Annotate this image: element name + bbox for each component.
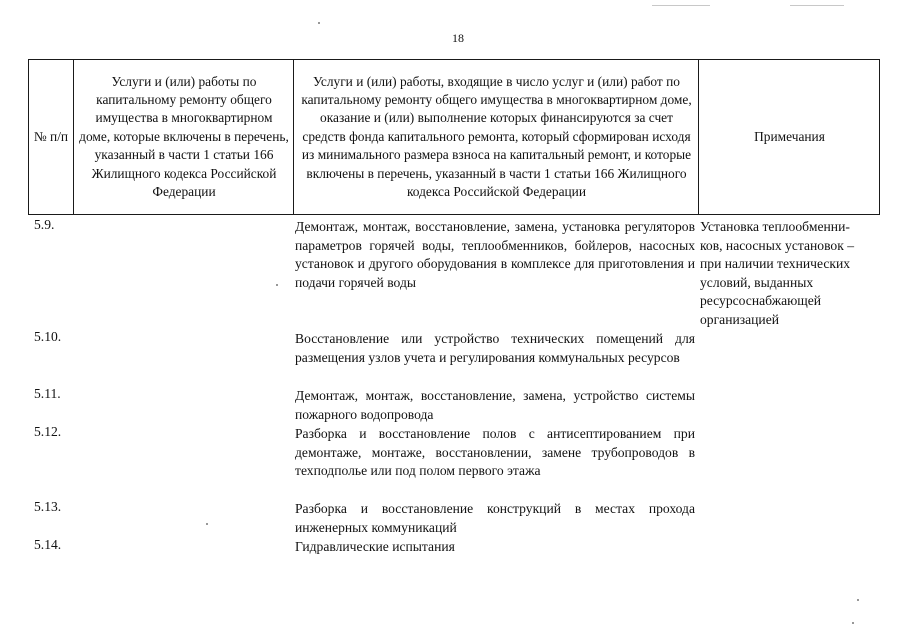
scan-speck xyxy=(318,22,320,24)
row-description: Разборка и восстановление полов с антисептированием при демонтаже, монтаже, восстановлении, замене трубопроводов в техподполье или под полом первого этажа xyxy=(295,426,695,479)
row-note: Установка теплообменни-ков, насосных установок – при наличии технических условий, выданных ресурсоснабжающей организацией xyxy=(700,219,855,327)
row-number: 5.10. xyxy=(34,329,62,344)
row-number: 5.9. xyxy=(34,217,55,232)
row-description: Разборка и восстановление конструкций в местах прохода инженерных коммуникаций xyxy=(295,501,695,535)
scan-artifact xyxy=(790,5,844,6)
column-divider xyxy=(293,60,294,214)
row-number: 5.11. xyxy=(34,386,61,401)
scan-speck xyxy=(276,284,278,286)
row-number: 5.13. xyxy=(34,499,62,514)
table-header xyxy=(28,59,880,215)
row-number: 5.12. xyxy=(34,424,62,439)
header-capital-repair-works-label: Услуги и (или) работы по капитальному ремонту общего имущества в многоквартирном доме, которые включены в перечень, указанный в части 1 статьи 166 Жилищного кодекса Российской Федерации xyxy=(79,73,289,200)
row-description: Демонтаж, монтаж, восстановление, замена, установка регуляторов параметров горячей воды, теплообменников, бойлеров, насосных установок и другого оборудования в комплексе для приготовления и подачи горячей воды xyxy=(295,219,695,290)
row-description: Восстановление или устройство технических помещений для размещения узлов учета и регулирования коммунальных ресурсов xyxy=(295,331,695,365)
header-funded-works xyxy=(295,60,698,214)
header-notes xyxy=(700,60,879,214)
header-number xyxy=(29,60,73,214)
column-divider xyxy=(698,60,699,214)
header-funded-works-label: Услуги и (или) работы, входящие в число услуг и (или) работ по капитальному ремонту общего имущества в многоквартирном доме, оказание и (или) выполнение которых финансируются за счет средств фонда капитального ремонта, который сформирован исходя из минимального размера взноса на капитальный ремонт, и которые включены в перечень, указанный в части 1 статьи 166 Жилищного кодекса Российской Федерации xyxy=(301,73,692,200)
row-description: Демонтаж, монтаж, восстановление, замена, устройство системы пожарного водопровода xyxy=(295,388,695,422)
row-number: 5.14. xyxy=(34,537,62,552)
column-divider xyxy=(73,60,74,214)
header-notes-label: Примечания xyxy=(754,128,825,144)
scan-speck xyxy=(852,622,854,624)
scan-speck xyxy=(857,599,859,601)
row-description: Гидравлические испытания xyxy=(295,539,455,554)
scan-speck xyxy=(206,523,208,525)
header-number-label: № п/п xyxy=(33,128,69,144)
page-number: 18 xyxy=(452,31,464,45)
header-capital-repair-works xyxy=(75,60,293,214)
scan-artifact xyxy=(652,5,710,6)
